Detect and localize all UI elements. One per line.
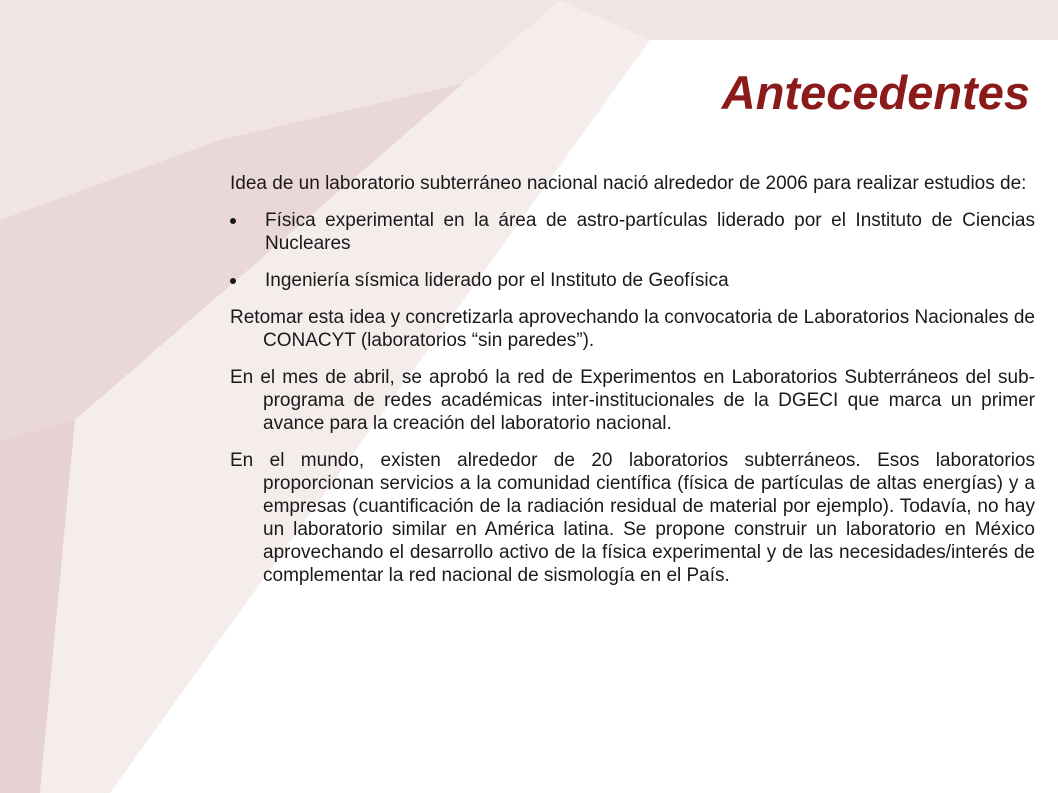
paragraph-mundo: En el mundo, existen alrededor de 20 laboratorios subterráneos. Esos laboratorios proporcionan servicios a la comunidad científica (física de partículas de altas energías) y a empresas (cuantificación de la radiación residual de material por ejemplo). Todavía, no hay un laboratorio similar en América latina. Se propone construir un laboratorio en México aprovechando el desarrollo activo de la física experimental y de las necesidades/interés de complementar la red nacional de sismología en el País. bbox=[230, 450, 1035, 586]
bullet-dot-icon bbox=[230, 218, 236, 224]
bullet-text: Ingeniería sísmica liderado por el Instituto de Geofísica bbox=[265, 270, 729, 291]
bullet-text: Física experimental en la área de astro-partículas liderado por el Instituto de Ciencias Nucleares bbox=[265, 210, 1035, 254]
bullet-dot-icon bbox=[230, 278, 236, 284]
paragraph-abril: En el mes de abril, se aprobó la red de Experimentos en Laboratorios Subterráneos del sub-programa de redes académicas inter-institucionales de la DGECI que marca un primer avance para la creación del laboratorio nacional. bbox=[230, 367, 1035, 434]
bullet-item-fisica bbox=[230, 209, 1035, 255]
slide-body bbox=[230, 172, 1035, 599]
paragraph-retomar: Retomar esta idea y concretizarla aprovechando la convocatoria de Laboratorios Nacionales de CONACYT (laboratorios “sin paredes”). bbox=[230, 307, 1035, 351]
paragraph-intro: Idea de un laboratorio subterráneo nacional nació alrededor de 2006 para realizar estudios de: bbox=[230, 173, 1027, 194]
bullet-item-ingenieria bbox=[230, 269, 1035, 292]
slide-title: Antecedentes bbox=[721, 66, 1030, 119]
